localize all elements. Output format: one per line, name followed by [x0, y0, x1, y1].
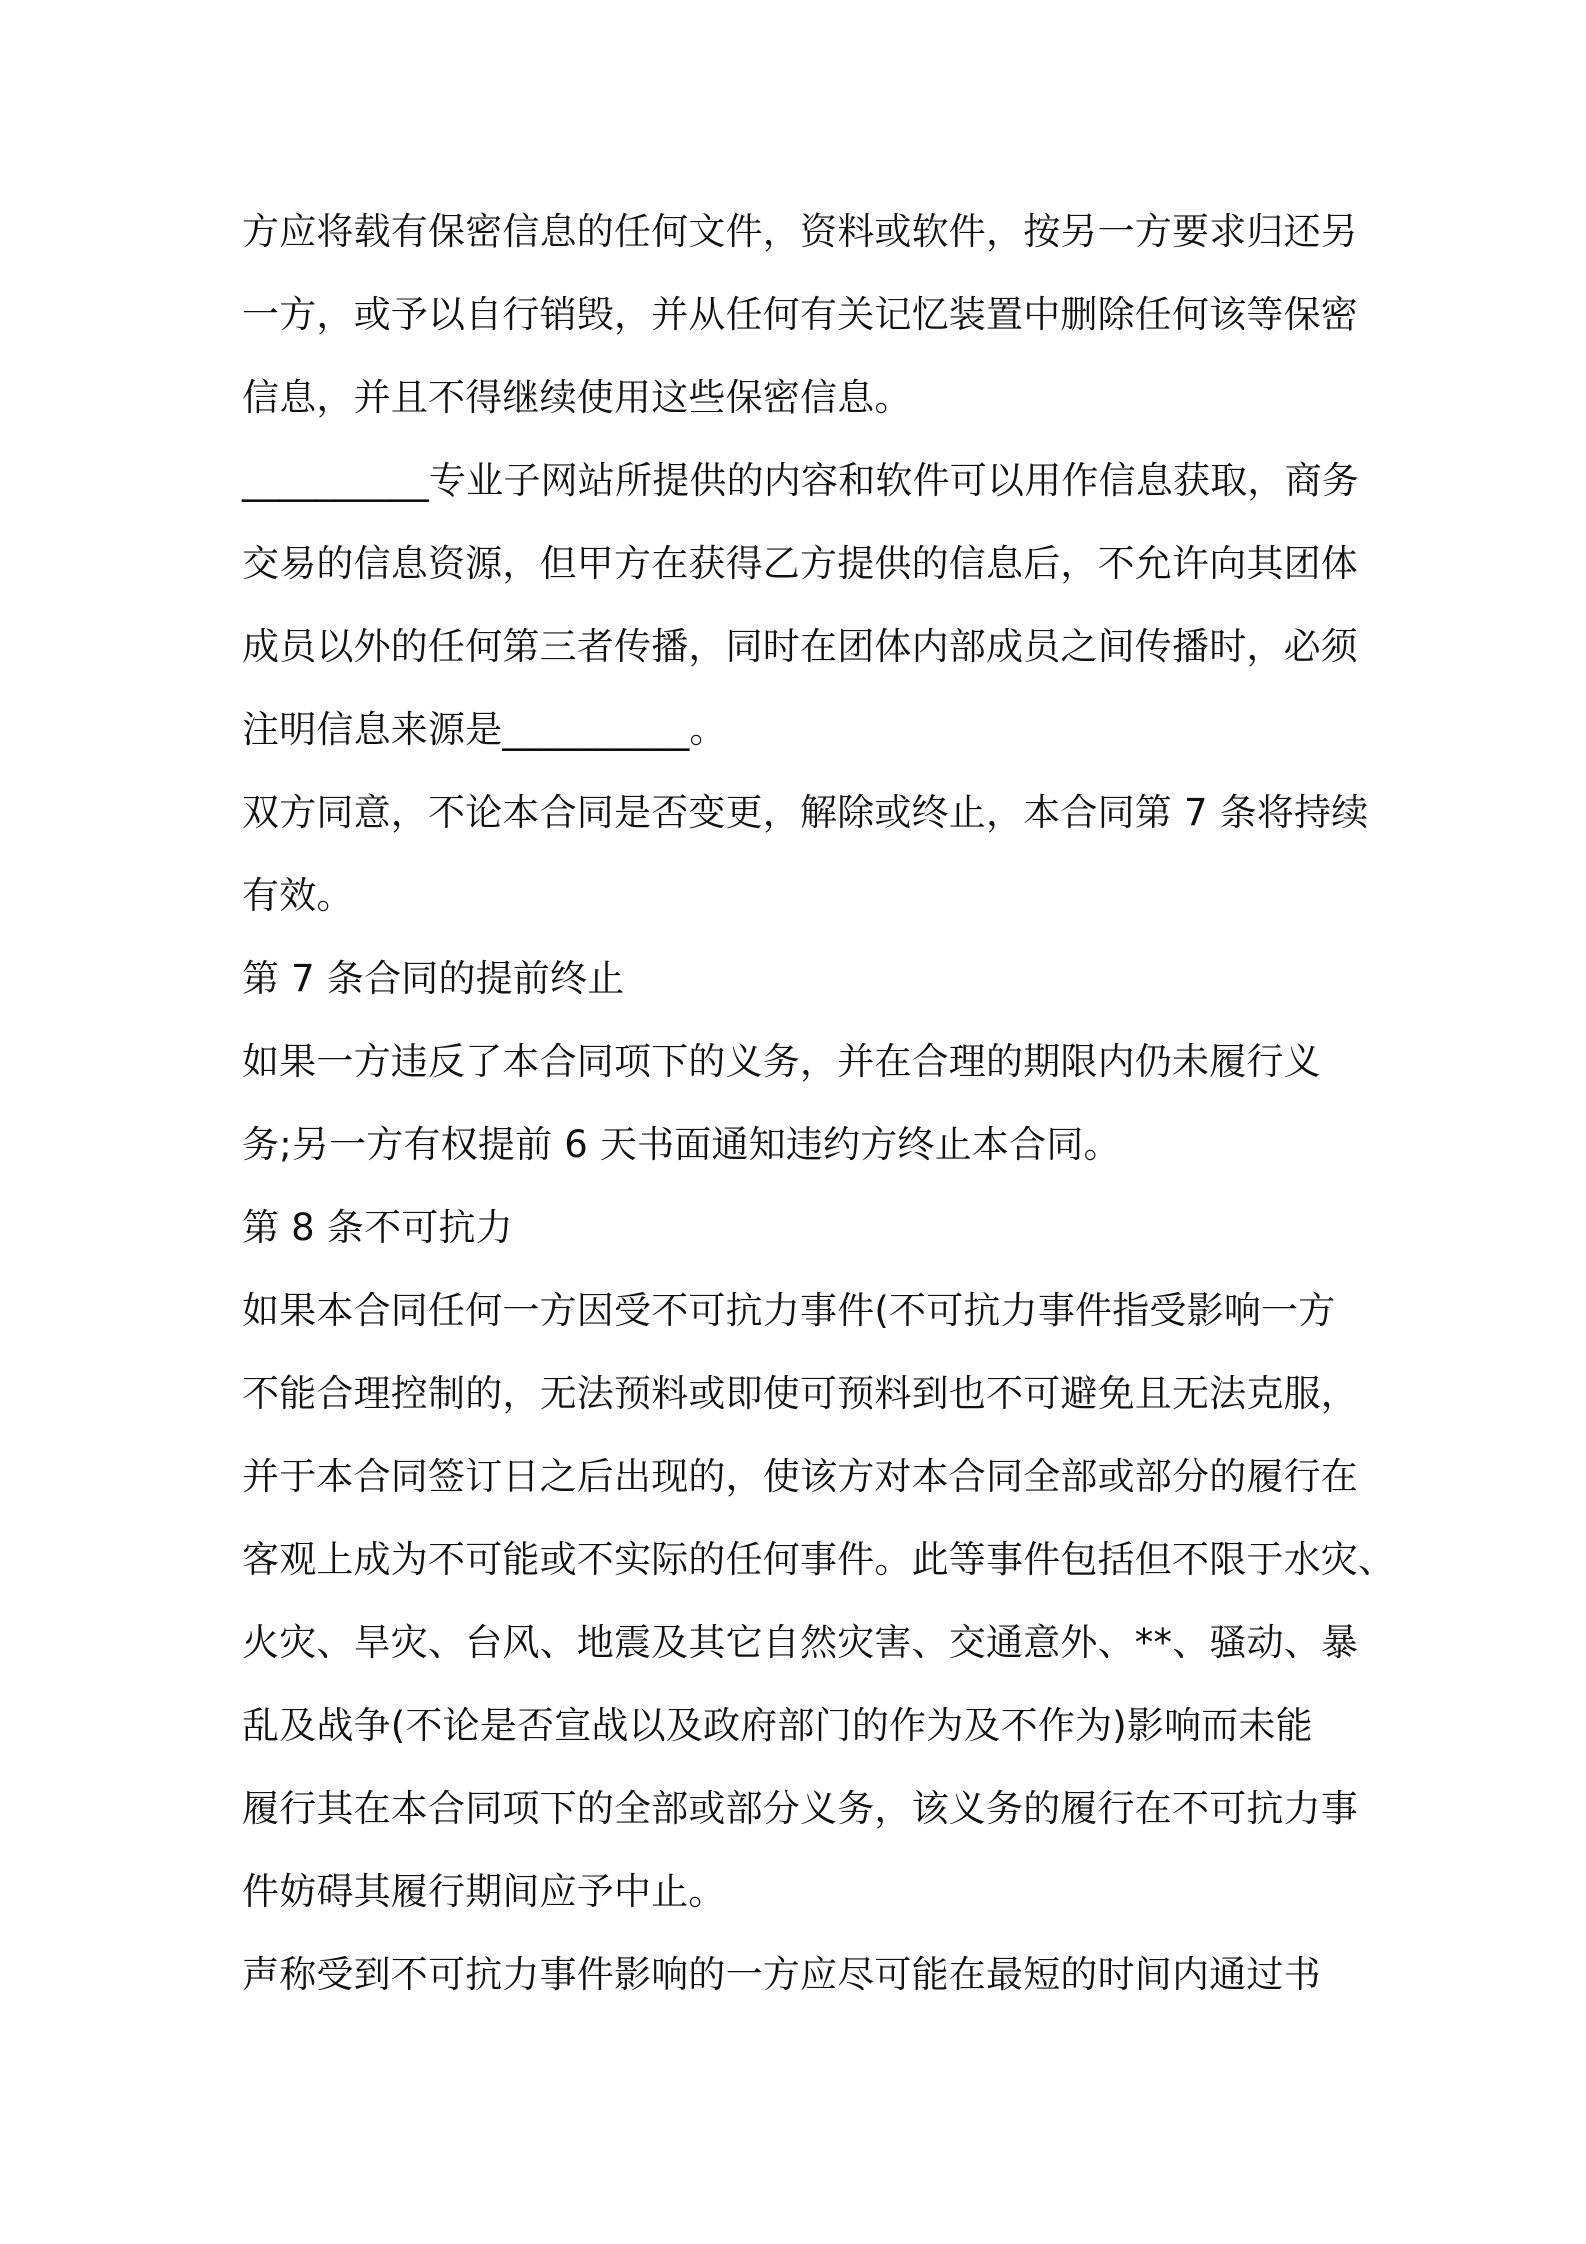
section-heading-8: 第 8 条不可抗力 — [242, 1206, 513, 1249]
text-line-2: 一方，或予以自行销毁，并从任何有关记忆装置中删除任何该等保密 — [242, 293, 1358, 336]
text-line-6: 成员以外的任何第三者传播，同时在团体内部成员之间传播时，必须 — [242, 625, 1358, 668]
text-line-21: 件妨碍其履行期间应予中止。 — [242, 1870, 726, 1913]
text-line-5: 交易的信息资源，但甲方在获得乙方提供的信息后，不允许向其团体 — [242, 542, 1358, 585]
text-line-3: 信息，并且不得继续使用这些保密信息。 — [242, 376, 912, 419]
section-heading-7: 第 7 条合同的提前终止 — [242, 957, 625, 1000]
text-line-7: 注明信息来源是__________。 — [242, 708, 727, 751]
text-line-15: 不能合理控制的，无法预料或即使可预料到也不可避免且无法克服， — [242, 1372, 1358, 1415]
text-line-22: 声称受到不可抗力事件影响的一方应尽可能在最短的时间内通过书 — [242, 1953, 1321, 1996]
text-line-20: 履行其在本合同项下的全部或部分义务，该义务的履行在不可抗力事 — [242, 1787, 1358, 1830]
text-line-19: 乱及战争(不论是否宣战以及政府部门的作为及不作为)影响而未能 — [242, 1704, 1313, 1747]
text-line-17: 客观上成为不可能或不实际的任何事件。此等事件包括但不限于水灾、 — [242, 1538, 1396, 1581]
text-line-18: 火灾、旱灾、台风、地震及其它自然灾害、交通意外、**、骚动、暴 — [242, 1621, 1359, 1664]
text-line-11: 如果一方违反了本合同项下的义务，并在合理的期限内仍未履行义 — [242, 1040, 1321, 1083]
text-line-4: __________专业子网站所提供的内容和软件可以用作信息获取，商务 — [242, 459, 1359, 502]
text-line-1: 方应将载有保密信息的任何文件，资料或软件，按另一方要求归还另 — [242, 210, 1358, 253]
text-line-16: 并于本合同签订日之后出现的，使该方对本合同全部或部分的履行在 — [242, 1455, 1358, 1498]
text-line-9: 有效。 — [242, 874, 354, 917]
text-line-14: 如果本合同任何一方因受不可抗力事件(不可抗力事件指受影响一方 — [242, 1289, 1336, 1332]
text-line-8: 双方同意，不论本合同是否变更，解除或终止，本合同第 7 条将持续 — [242, 791, 1369, 834]
text-line-12: 务;另一方有权提前 6 天书面通知违约方终止本合同。 — [242, 1123, 1121, 1166]
